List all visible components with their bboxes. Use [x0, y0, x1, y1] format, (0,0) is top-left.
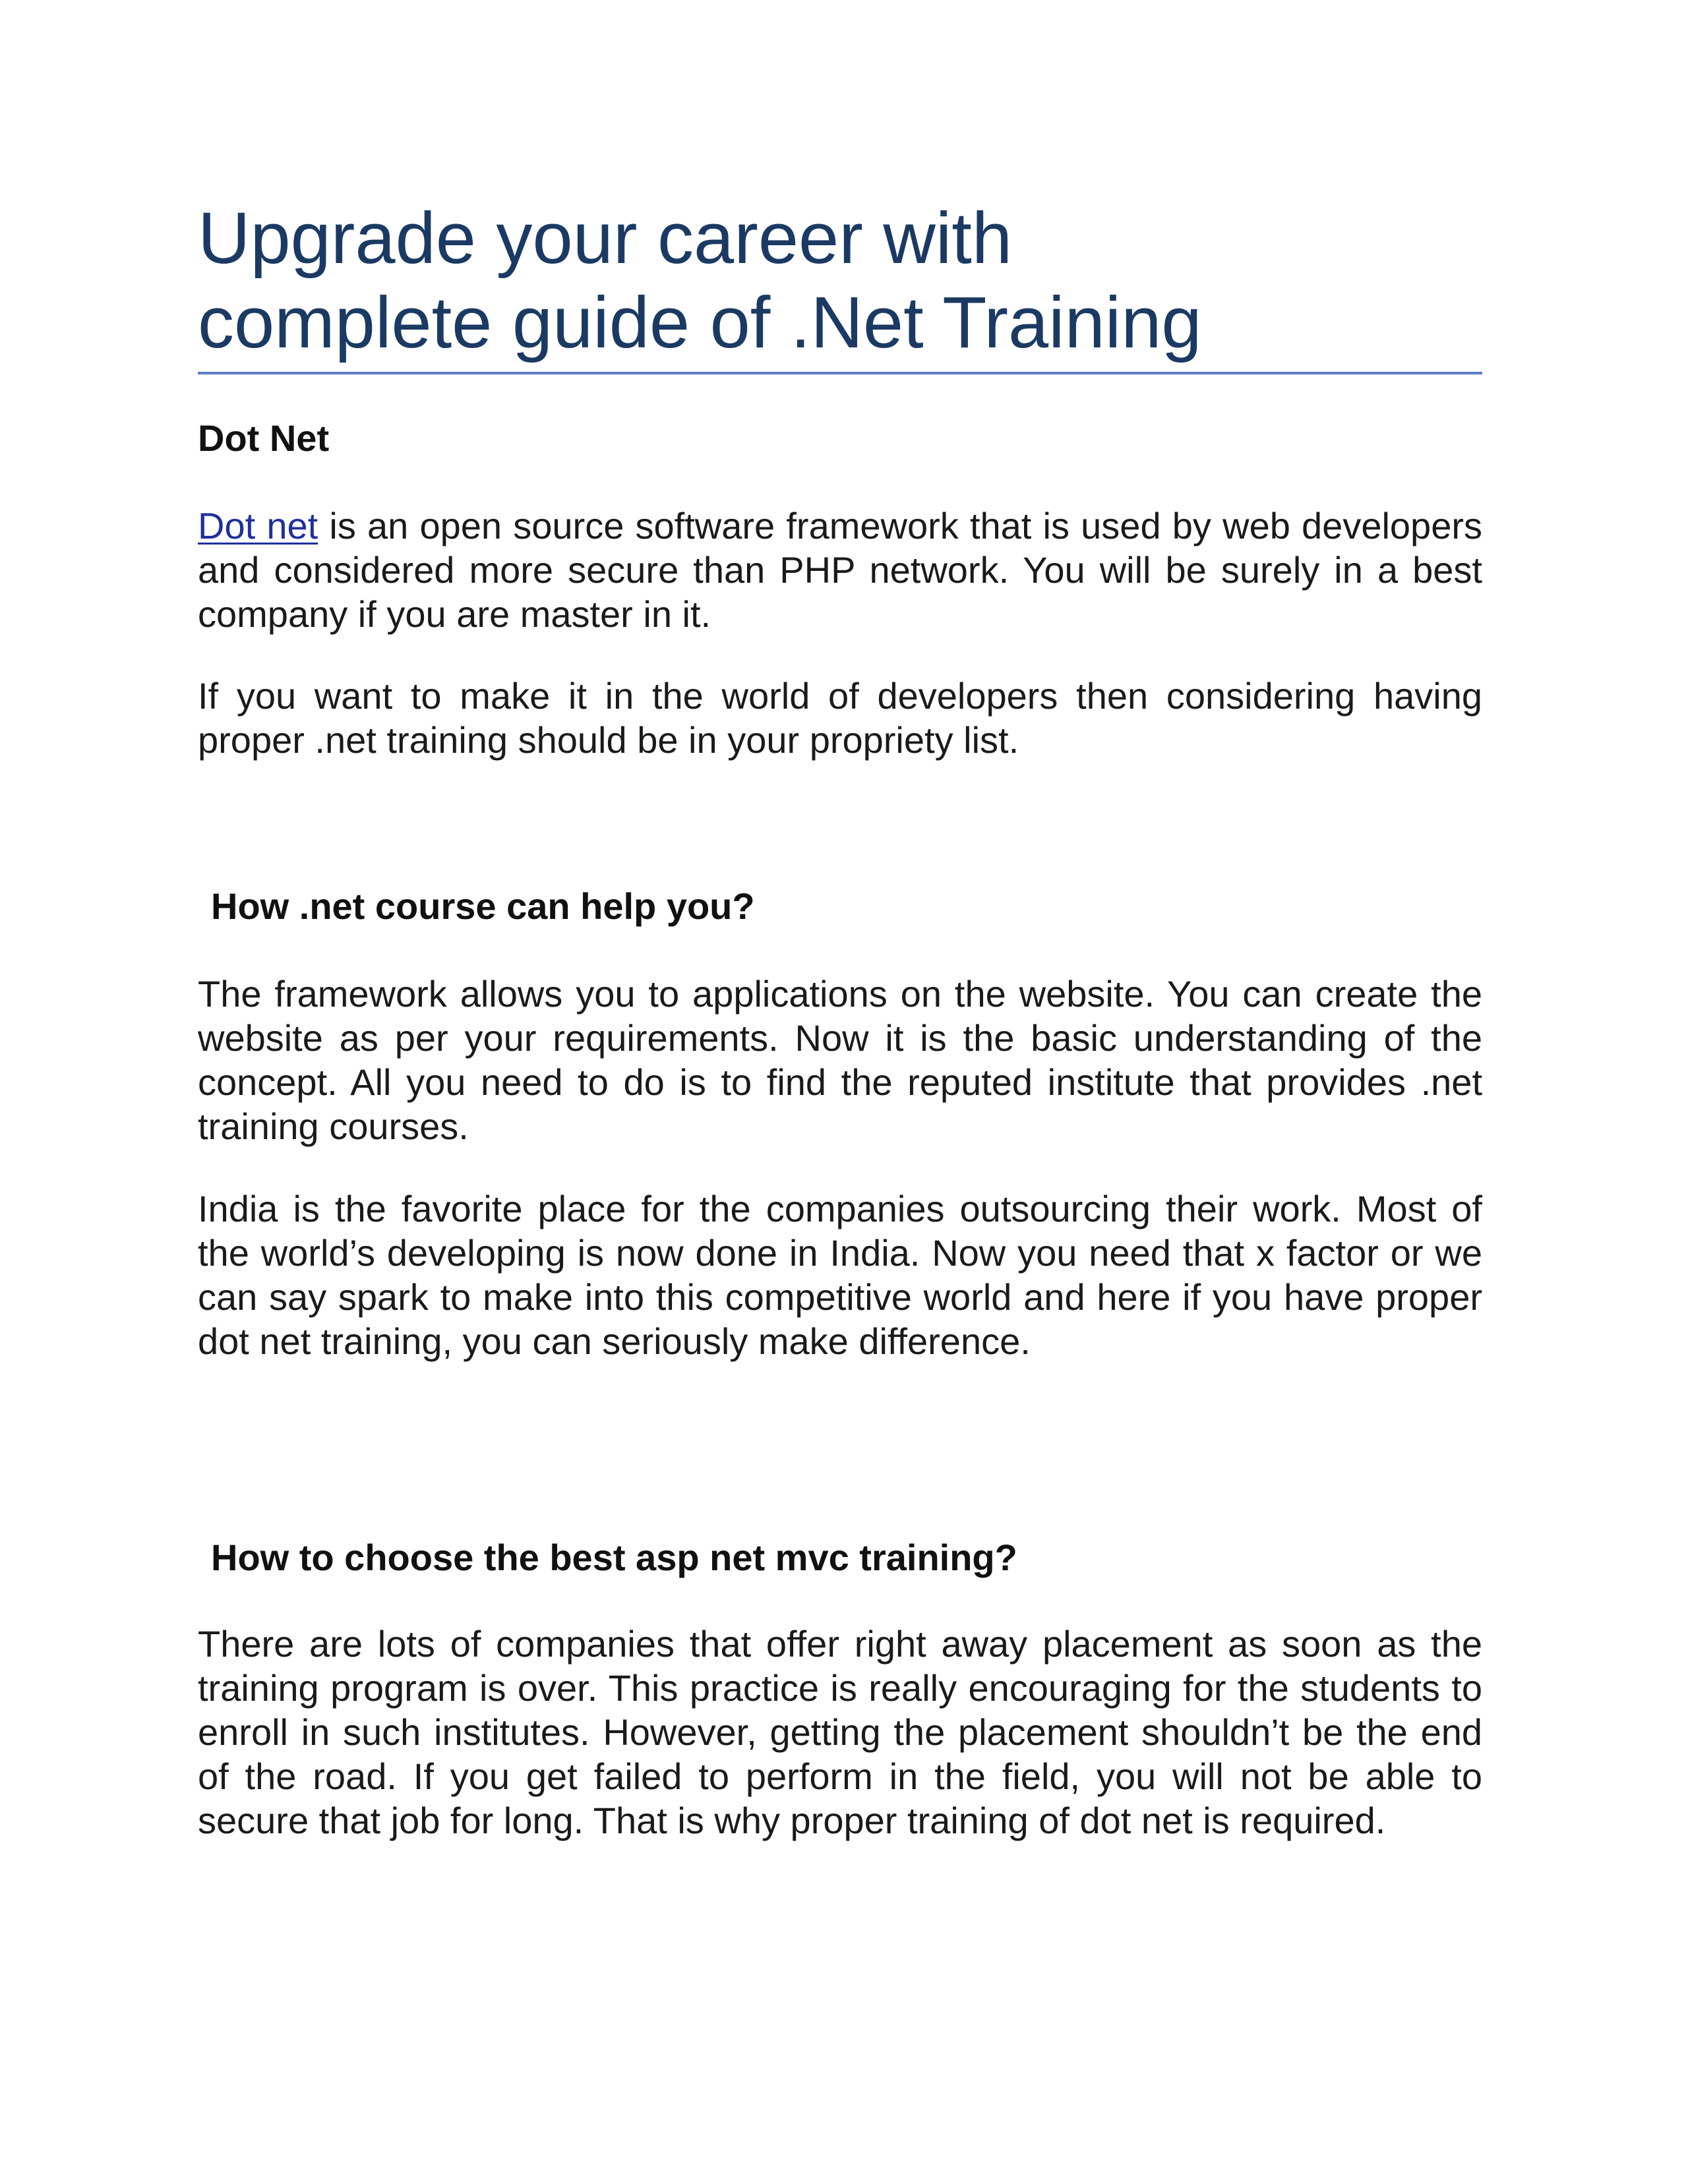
paragraph-placement: There are lots of companies that offer right away placement as soon as the training program is over. This practice is really encouraging for the students to enroll in such institutes. However, getting the placement shouldn’t be the end of the road. If you get failed to perform in the field, you will not be able to secure that job for long. That is why proper training of dot net is required.: [198, 1623, 1482, 1841]
paragraph-framework: The framework allows you to applications on the website. You can create the website as per your requirements. Now it is the basic understanding of the concept. All you need to do is to find the reputed institute that provides .net training courses.: [198, 973, 1482, 1147]
paragraph-text: is an open source software framework that is used by web developers and considered more secure than PHP network. You will be surely in a best company if you are master in it.: [198, 505, 1482, 635]
paragraph-dot-net-training: If you want to make it in the world of developers then considering having proper .net training should be in your propriety list.: [198, 675, 1482, 761]
paragraph-dot-net-intro: [198, 504, 1482, 636]
section-heading-dot-net: Dot Net: [198, 417, 330, 459]
page-title-line-1: Upgrade your career with: [198, 198, 1013, 279]
title-divider: [198, 372, 1482, 374]
paragraph-india: India is the favorite place for the companies outsourcing their work. Most of the world’s developing is now done in India. Now you need that x factor or we can say spark to make into this competitive world and here if you have proper dot net training, you can seriously make difference.: [198, 1188, 1482, 1362]
page-title: [198, 196, 1482, 365]
section-heading-choose-training: How to choose the best asp net mvc training?: [211, 1537, 1017, 1578]
dot-net-link[interactable]: Dot net: [198, 505, 318, 546]
page-title-line-2: complete guide of .Net Training: [198, 282, 1202, 363]
section-heading-course-help: How .net course can help you?: [211, 885, 755, 927]
